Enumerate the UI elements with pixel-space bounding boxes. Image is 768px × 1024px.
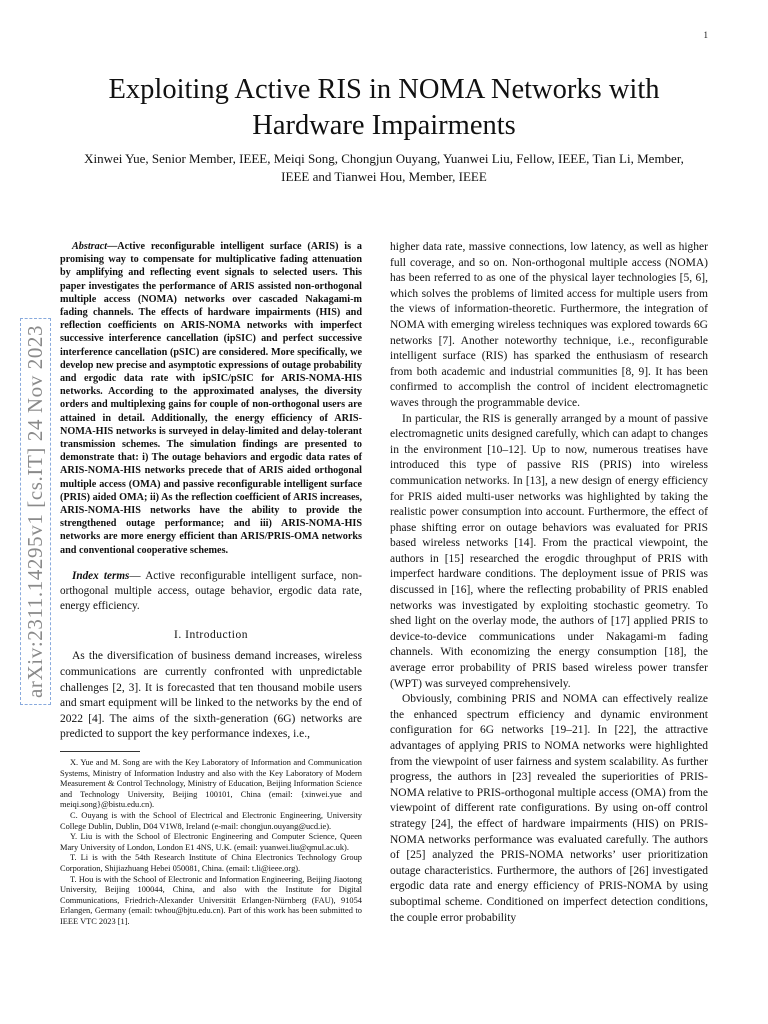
abstract	[60, 240, 362, 557]
body-paragraph: higher data rate, massive connections, low latency, as well as higher full coverage, and so on. Non-orthogonal multiple access (NOMA) has been referred to as one of the physical layer technologies [5, 6], which solves the problems of limited access for multiple users from the views of information-theoretic. Furthermore, the integration of NOMA with emerging wireless techniques was explored towards 6G networks [7]. Another noteworthy technique, i.e., reconfigurable intelligent surface (RIS) has sparked the enthusiasm of research from both academic and industrial communities [8, 9]. It has been confirmed to accomplish the control of incident electromagnetic waves through the programmable device.	[390, 241, 708, 409]
right-column	[390, 240, 708, 926]
section-heading-introduction: I. Introduction	[174, 628, 248, 641]
paper-title: Exploiting Active RIS in NOMA Networks with Hardware Impairments	[108, 74, 660, 141]
author-list: Xinwei Yue, Senior Member, IEEE, Meiqi Song, Chongjun Ouyang, Yuanwei Liu, Fellow, IEEE, Tian Li, Member, IEEE and Tianwei Hou, Member, IEEE	[84, 151, 684, 184]
abstract-label: Abstract	[72, 241, 108, 252]
footnote-affiliation: T. Li is with the 54th Research Institute of China Electronics Technology Group Corporation, Shijiazhuang Hebei 050081, China. (email: t.li@ieee.org).	[60, 853, 362, 873]
body-paragraph: In particular, the RIS is generally arranged by a mount of passive electromagnetic units designed carefully, which can adapt to changes in the environment [10–12]. Up to now, numerous treatises have introduced this type of passive RIS (PRIS) into wireless communication networks. In [13], a new design of energy efficiency for PRIS aided multi-user networks was highlighted by taking the realistic power consumption into account. Furthermore, the effect of phase shifting error on outage behaviors was evaluated for PRIS based wireless networks [14]. From the practical viewpoint, the authors in [15] researched the erogdic throughput of PRIS with imperfect hardware conditions. The deployment issue of PRIS was discussed in [16], where the reflecting probability of PRIS enabled networks was investigated by exploiting stochastic geometry. To shed light on the overlay mode, the authors of [17] applied PRIS to device-to-device communications under Nakagami-m fading channels. With economizing the energy consumption [18], the average error probability of PRIS based wireless power transfer (WPT) was surveyed comprehensively.	[390, 412, 708, 690]
abstract-text: —Active reconfigurable intelligent surface (ARIS) is a promising way to compensate for multiplicative fading attenuation by amplifying and reflecting event signals to selected users. This paper investigates the performance of ARIS assisted non-orthogonal multiple access (NOMA) networks over cascaded Nakagami-m fading channels. The effects of hardware impairments (HIS) and reflection coefficients on ARIS-NOMA networks with imperfect successive interference cancellation (ipSIC) and perfect successive interference cancellation (pSIC) are considered. More specifically, we develop new precise and asymptotic expressions of outage probability and ergodic data rate with ipSIC/pSIC for ARIS-NOMA-HIS networks. According to the approximated analyses, the diversity orders and multiplexing gains for couple of non-orthogonal users are attained in detail. Additionally, the energy efficiency of ARIS-NOMA-HIS networks is surveyed in delay-limited and delay-tolerant transmission schemes. The simulation findings are presented to demonstrate that: i) The outage behaviors and ergodic data rates of ARIS-NOMA-HIS networks precede that of ARIS aided orthogonal multiple access (OMA) and passive reconfigurable intelligent surface (PRIS) aided OMA; ii) As the reflection coefficient of ARIS increases, ARIS-NOMA-HIS networks have the ability to provide the strengthened outage performance; and iii) ARIS-NOMA-HIS networks are more energy efficient than ARIS/PRIS-OMA networks and conventional cooperative schemes.	[60, 241, 362, 556]
page-number: 1	[703, 30, 708, 40]
arxiv-stamp	[14, 245, 54, 705]
footnote-affiliation: C. Ouyang is with the School of Electrical and Electronic Engineering, University College Dublin, Dublin, D04 V1W8, Ireland (e-mail: chongjun.ouyang@ucd.ie).	[60, 811, 362, 831]
intro-paragraph: As the diversification of business demand increases, wireless communications are currently confronted with unpredictable challenges [2, 3]. It is forecasted that ten thousand mobile users and smart equipment will be linked to the networks by the end of 2022 [4]. The aims of the sixth-generation (6G) networks are predicted to support the key performance indexes, i.e.,	[60, 650, 362, 741]
footnote-affiliation: Y. Liu is with the School of Electronic Engineering and Computer Science, Queen Mary University of London, London E1 4NS, U.K. (email: yuanwei.liu@qmul.ac.uk).	[60, 832, 362, 852]
index-terms	[60, 569, 362, 614]
footnote-affiliation: T. Hou is with the School of Electronic and Information Engineering, Beijing Jiaotong University, Beijing 100044, China, and also with the Institute for Digital Communications, Friedrich-Alexander Universität Erlangen-Nürnberg (FAU), 91054 Erlangen, Germany (email: twhou@bjtu.edu.cn). Part of this work has been submitted to IEEE VTC 2023 [1].	[60, 874, 362, 926]
footnote-divider	[60, 751, 140, 752]
footnotes	[60, 758, 362, 928]
footnote-affiliation: X. Yue and M. Song are with the Key Laboratory of Information and Communication Systems, Ministry of Information Industry and also with the Key Laboratory of Modern Measurement & Control Technology, Ministry of Education, Beijing Information Science and Technology University, Beijing 100101, China (email: {xinwei.yue and meiqi.song}@bistu.edu.cn).	[60, 758, 362, 810]
arxiv-stamp-text: arXiv:2311.14295v1 [cs.IT] 24 Nov 2023	[20, 318, 51, 705]
left-column	[60, 240, 362, 928]
body-paragraph: Obviously, combining PRIS and NOMA can effectively realize the enhanced spectrum efficiency and dynamic environment configuration for 6G networks [19–21]. In [22], the attractive advantages of applying PRIS to NOMA networks were highlighted from the viewpoint of user fairness and system scalability. As further progress, the authors in [23] revealed the superiorities of PRIS-NOMA relative to PRIS-orthogonal multiple access (OMA) from the viewpoint of different rate configurations. By using on-off control strategy [24], the effect of hardware impairments (HIS) on PRIS-NOMA networks performance was evaluated carefully. The authors of [25] analyzed the PRIS-NOMA networks’ user prioritization outage characteristics. Furthermore, the authors of [26] investigated ergodic data rate and energy efficiency of PRIS-NOMA by using suboptimal scheme. Conditioned on imperfect detection conditions, the couple error probability	[390, 693, 708, 924]
index-terms-text: — Active reconfigurable intelligent surface, non-orthogonal multiple access, outage behavior, ergodic data rate, energy efficiency.	[60, 569, 362, 612]
index-terms-label: Index terms	[72, 569, 130, 582]
